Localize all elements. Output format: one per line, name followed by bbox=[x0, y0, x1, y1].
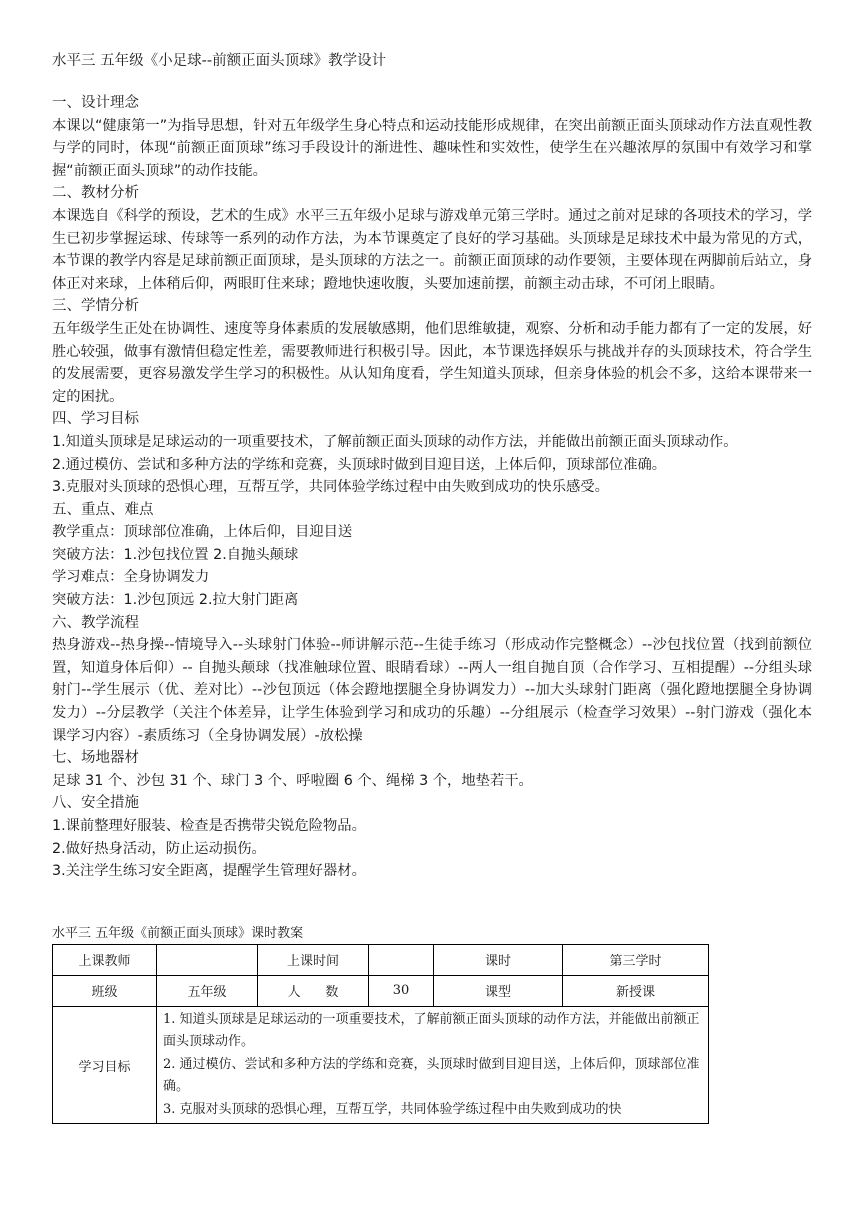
document-title: 水平三 五年级《小足球--前额正面头顶球》教学设计 bbox=[52, 53, 387, 69]
section-heading-key-points: 五、重点、难点 bbox=[52, 501, 154, 518]
type-value-cell: 新授课 bbox=[563, 975, 709, 1006]
key-point-line: 突破方法：1.沙包找位置 2.自抛头颠球 bbox=[52, 546, 299, 563]
table-row bbox=[53, 975, 709, 1006]
equipment-line: 足球 31 个、沙包 31 个、球门 3 个、呼啦圈 6 个、绳梯 3 个，地垫若干。 bbox=[52, 772, 533, 789]
teacher-value-cell bbox=[157, 944, 258, 975]
goal-line: 1.知道头顶球是足球运动的一项重要技术，了解前额正面头顶球的动作方法，并能做出前额正面头顶球动作。 bbox=[52, 433, 738, 450]
section-heading-learning-goals: 四、学习目标 bbox=[52, 411, 139, 428]
key-point-line: 学习难点：全身协调发力 bbox=[52, 569, 210, 586]
class-value-cell: 五年级 bbox=[157, 975, 258, 1006]
section-heading-equipment: 七、场地器材 bbox=[52, 750, 139, 767]
count-label-cell: 人 数 bbox=[258, 975, 369, 1006]
goal-item: 3. 克服对头顶球的恐惧心理，互帮互学，共同体验学练过程中由失败到成功的快 bbox=[163, 1101, 622, 1117]
lesson-plan-table bbox=[52, 944, 709, 1125]
section-paragraph: 热身游戏--热身操--情境导入--头球射门体验--师讲解示范--生徒手练习（形成动作完整概念）--沙包找位置（找到前额位置，知道身体后仰）-- 自抛头颠球（找准触球位置、眼睛看球）--两人一组自抛自顶（合作学习、互相提醒）--分组头球射门--学生展示（优、差对比）--沙包顶远（体会蹬地摆腿全身协调发力）--加大头球射门距离（强化蹬地摆腿全身协调发力）--分层教学（关注个体差异，让学生体验到学习和成功的乐趣）--分组展示（检查学习效果）--射门游戏（强化本课学习内容）-素质练习（全身协调发展）-放松操 bbox=[52, 637, 812, 744]
table-row bbox=[53, 1006, 709, 1124]
section-heading-philosophy: 一、设计理念 bbox=[52, 95, 139, 111]
type-label-cell: 课型 bbox=[434, 975, 563, 1006]
period-value-cell: 第三学时 bbox=[563, 944, 709, 975]
goal-line: 2.通过模仿、尝试和多种方法的学练和竞赛，头顶球时做到目迎目送，上体后仰，顶球部位准确。 bbox=[52, 456, 667, 473]
time-value-cell bbox=[369, 944, 434, 975]
goal-item: 2. 通过模仿、尝试和多种方法的学练和竞赛，头顶球时做到目迎目送，上体后仰，顶球部位准确。 bbox=[163, 1056, 700, 1095]
section-spacer bbox=[52, 883, 812, 925]
count-value-cell: 30 bbox=[369, 975, 434, 1006]
section-heading-teaching-flow: 六、教学流程 bbox=[52, 614, 139, 631]
period-label-cell: 课时 bbox=[434, 944, 563, 975]
goal-item: 1. 知道头顶球是足球运动的一项重要技术，了解前额正面头顶球的动作方法，并能做出前额正面头顶球动作。 bbox=[163, 1011, 700, 1050]
section-paragraph: 五年级学生正处在协调性、速度等身体素质的发展敏感期，他们思维敏捷，观察、分析和动手能力都有了一定的发展，好胜心较强，做事有激情但稳定性差，需要教师进行积极引导。因此，本节课选择娱乐与挑战并存的头顶球技术，符合学生的发展需要，更容易激发学生学习的积极性。从认知角度看，学生知道头顶球，但亲身体验的机会不多，这给本课带来一定的困扰。 bbox=[52, 320, 812, 405]
section-heading-material-analysis: 二、教材分析 bbox=[52, 185, 139, 202]
goals-content-cell bbox=[157, 1006, 709, 1124]
section-paragraph: 本课以“健康第一”为指导思想，针对五年级学生身心特点和运动技能形成规律，在突出前额正面头顶球动作方法直观性教与学的同时，体现“前额正面顶球”练习手段设计的渐进性、趣味性和实效性，使学生在兴趣浓厚的氛围中有效学习和掌握“前额正面头顶球”的动作技能。 bbox=[52, 117, 812, 179]
key-point-line: 教学重点：顶球部位准确，上体后仰，目迎目送 bbox=[52, 524, 353, 541]
time-label-cell: 上课时间 bbox=[258, 944, 369, 975]
teacher-label-cell: 上课教师 bbox=[53, 944, 157, 975]
section-heading-student-analysis: 三、学情分析 bbox=[52, 298, 139, 315]
safety-line: 2.做好热身活动，防止运动损伤。 bbox=[52, 840, 266, 857]
table-row bbox=[53, 944, 709, 975]
document-page bbox=[52, 50, 812, 1124]
safety-line: 3.关注学生练习安全距离，提醒学生管理好器材。 bbox=[52, 863, 366, 880]
class-label-cell: 班级 bbox=[53, 975, 157, 1006]
lesson-table-title: 水平三 五年级《前额正面头顶球》课时教案 bbox=[52, 925, 304, 941]
section-heading-safety: 八、安全措施 bbox=[52, 795, 139, 812]
section-paragraph: 本课选自《科学的预设，艺术的生成》水平三五年级小足球与游戏单元第三学时。通过之前对足球的各项技术的学习，学生已初步掌握运球、传球等一系列的动作方法，为本节课奠定了良好的学习基础。头顶球是足球技术中最为常见的方式，本节课的教学内容是足球前额正面顶球，是头顶球的方法之一。前额正面顶球的动作要领，主要体现在两脚前后站立，身体正对来球，上体稍后仰，两眼盯住来球；蹬地快速收腹，头要加速前摆，前额主动击球，不可闭上眼睛。 bbox=[52, 207, 812, 292]
key-point-line: 突破方法：1.沙包顶远 2.拉大射门距离 bbox=[52, 592, 299, 609]
goals-label-cell: 学习目标 bbox=[53, 1006, 157, 1124]
safety-line: 1.课前整理好服装、检查是否携带尖锐危险物品。 bbox=[52, 818, 366, 834]
goal-line: 3.克服对头顶球的恐惧心理，互帮互学，共同体验学练过程中由失败到成功的快乐感受。 bbox=[52, 479, 609, 496]
